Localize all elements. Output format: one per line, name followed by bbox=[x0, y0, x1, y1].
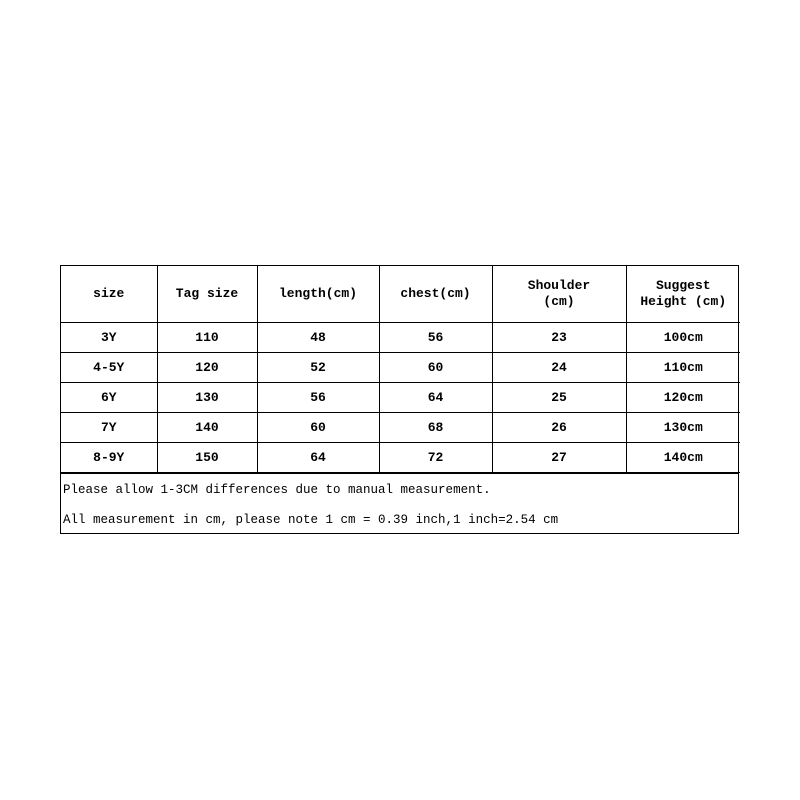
cell-size: 6Y bbox=[61, 383, 157, 413]
cell-shoulder: 26 bbox=[492, 413, 626, 443]
cell-height: 120cm bbox=[626, 383, 740, 413]
measurement-notes bbox=[61, 473, 738, 533]
cell-chest: 60 bbox=[379, 353, 492, 383]
cell-chest: 56 bbox=[379, 323, 492, 353]
cell-length: 56 bbox=[257, 383, 379, 413]
table-row bbox=[61, 443, 740, 473]
cell-tag-size: 150 bbox=[157, 443, 257, 473]
header-height-line1: Suggest bbox=[655, 278, 711, 293]
cell-height: 110cm bbox=[626, 353, 740, 383]
cell-height: 130cm bbox=[626, 413, 740, 443]
cell-height: 140cm bbox=[626, 443, 740, 473]
cell-shoulder: 25 bbox=[492, 383, 626, 413]
cell-size: 8-9Y bbox=[61, 443, 157, 473]
header-chest: chest(cm) bbox=[379, 266, 492, 323]
header-shoulder-line2: (cm) bbox=[543, 294, 575, 309]
header-length: length(cm) bbox=[257, 266, 379, 323]
size-table bbox=[61, 266, 740, 473]
cell-tag-size: 110 bbox=[157, 323, 257, 353]
cell-length: 64 bbox=[257, 443, 379, 473]
cell-chest: 72 bbox=[379, 443, 492, 473]
table-row bbox=[61, 383, 740, 413]
cell-chest: 64 bbox=[379, 383, 492, 413]
note-tolerance: Please allow 1-3CM differences due to manual measurement. bbox=[63, 483, 491, 497]
cell-length: 52 bbox=[257, 353, 379, 383]
cell-height: 100cm bbox=[626, 323, 740, 353]
size-chart bbox=[60, 265, 739, 534]
note-conversion: All measurement in cm, please note 1 cm = 0.39 inch,1 inch=2.54 cm bbox=[63, 513, 559, 527]
cell-length: 48 bbox=[257, 323, 379, 353]
cell-chest: 68 bbox=[379, 413, 492, 443]
cell-length: 60 bbox=[257, 413, 379, 443]
cell-shoulder: 27 bbox=[492, 443, 626, 473]
table-row bbox=[61, 353, 740, 383]
table-row bbox=[61, 413, 740, 443]
header-suggest-height bbox=[626, 266, 740, 323]
cell-size: 3Y bbox=[61, 323, 157, 353]
cell-shoulder: 23 bbox=[492, 323, 626, 353]
header-tag-size: Tag size bbox=[157, 266, 257, 323]
cell-tag-size: 140 bbox=[157, 413, 257, 443]
table-header-row bbox=[61, 266, 740, 323]
table-row bbox=[61, 323, 740, 353]
header-shoulder bbox=[492, 266, 626, 323]
cell-tag-size: 130 bbox=[157, 383, 257, 413]
cell-size: 7Y bbox=[61, 413, 157, 443]
cell-tag-size: 120 bbox=[157, 353, 257, 383]
header-height-line2: Height (cm) bbox=[640, 294, 727, 309]
header-size: size bbox=[61, 266, 157, 323]
cell-shoulder: 24 bbox=[492, 353, 626, 383]
header-shoulder-line1: Shoulder bbox=[527, 278, 591, 293]
cell-size: 4-5Y bbox=[61, 353, 157, 383]
